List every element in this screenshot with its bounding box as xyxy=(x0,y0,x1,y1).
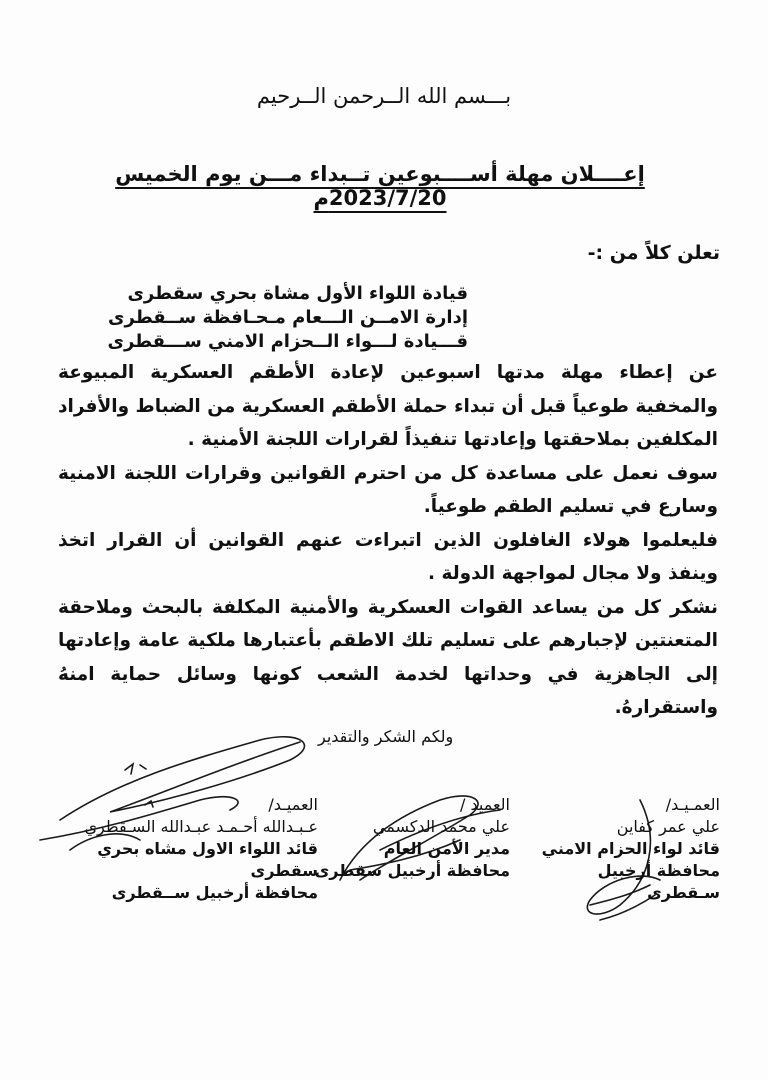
recipients-list xyxy=(107,282,468,354)
signatory-name: علي محمد الدكسمي xyxy=(372,817,510,836)
recipient-item: قيادة اللواء الأول مشاة بحري سقطرى xyxy=(127,283,468,304)
signatory-name: عـبـدالله أحـمـد عبـدالله السـقطري xyxy=(84,817,318,836)
addressee-line: تعلن كلاً من :- xyxy=(587,242,720,264)
signatory-title: مدير الأمن العام xyxy=(383,839,510,858)
announcement-body xyxy=(58,356,718,725)
signatory-rank: العميد / xyxy=(460,795,510,814)
closing-line: ولكم الشكر والتقدير xyxy=(318,727,454,746)
signatory-block xyxy=(310,794,510,882)
recipient-item: قـــيادة لـــواء الــحزام الامني ســـقطرى xyxy=(107,331,468,352)
signatory-region: محافظة أرخبيل سقطرى xyxy=(314,861,510,880)
paragraph: عن إعطاء مهلة مدتها اسبوعين لإعادة الأطقم العسكرية المبيوعة والمخفية طوعياً قبل أن تبداء حملة الأطقم العسكرية من الضباط والأفراد المكلفين بملاحقتها وإعادتها تنفيذاً لقرارات اللجنة الأمنية . xyxy=(58,362,718,450)
basmala: بـــسم الله الــرحمن الــرحيم xyxy=(256,84,512,108)
paragraph: سوف نعمل على مساعدة كل من احترم القوانين وقرارات اللجنة الامنية وسارع في تسليم الطقم طوعياً. xyxy=(58,462,718,517)
signatory-region: محافظة أرخبيل ســقطرى xyxy=(111,883,318,902)
paragraph: فليعلموا هولاء الغافلون الذين اتبراءت عنهم القوانين أن القرار اتخذ وينفذ ولا مجال لمواجهة الدولة . xyxy=(58,529,718,584)
signatory-title: قائد اللواء الاول مشاه بحري سقطرى xyxy=(97,839,318,880)
signatory-region: محافظة أرخبيل سـقطرى xyxy=(597,861,720,902)
signatory-block xyxy=(530,794,720,904)
signatory-rank: العميـد/ xyxy=(268,795,318,814)
signatory-name: علي عمر كفاين xyxy=(616,817,720,836)
recipient-item: إدارة الامــن الـــعام مـحـافظة ســقطرى xyxy=(108,307,468,328)
signatory-title: قائد لواء الحزام الامني xyxy=(541,839,720,858)
signatory-block xyxy=(58,794,318,904)
announcement-title: إعــــلان مهلة أســــبوعين تــبداء مـــن يوم الخميس 2023/7/20م xyxy=(115,162,645,210)
paragraph: نشكر كل من يساعد القوات العسكرية والأمنية المكلفة بالبحث وملاحقة المتعنتين لإجبارهم على تسليم تلك الاطقم بأعتبارها ملكية عامة وإعادتها إلى الجاهزية في وحداتها لخدمة الشعب كونها وسائل حماية امنهُ واستقرارهُ. xyxy=(58,596,718,718)
signatory-rank: العمـيـد/ xyxy=(665,795,720,814)
